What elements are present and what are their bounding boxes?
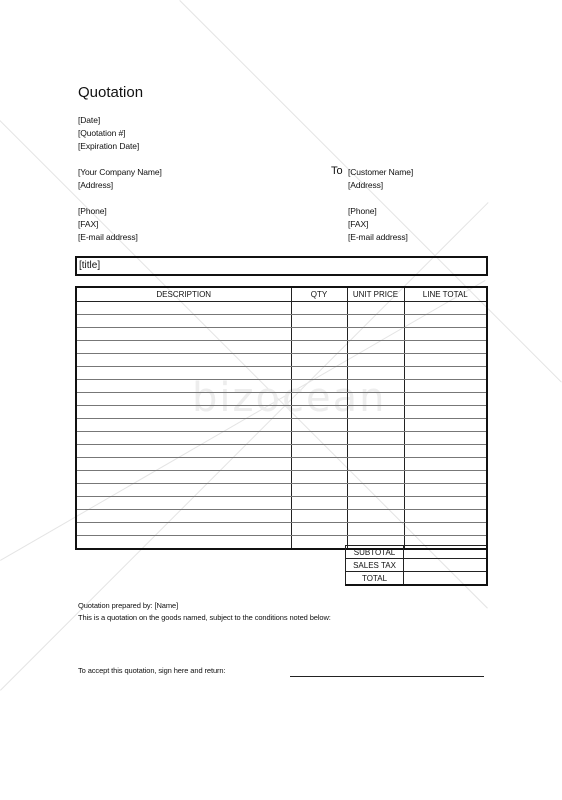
totals-table bbox=[345, 545, 486, 586]
unit-price-cell[interactable] bbox=[347, 458, 404, 471]
qty-cell[interactable] bbox=[291, 432, 347, 445]
customer-block bbox=[348, 166, 413, 244]
table-row bbox=[76, 445, 487, 458]
table-header-row bbox=[76, 287, 487, 302]
description-cell[interactable] bbox=[76, 354, 291, 367]
line-total-cell[interactable] bbox=[404, 523, 487, 536]
qty-cell[interactable] bbox=[291, 471, 347, 484]
description-cell[interactable] bbox=[76, 497, 291, 510]
company-name-field[interactable]: [Your Company Name] bbox=[78, 167, 162, 177]
unit-price-cell[interactable] bbox=[347, 367, 404, 380]
unit-price-cell[interactable] bbox=[347, 315, 404, 328]
line-total-cell[interactable] bbox=[404, 380, 487, 393]
qty-cell[interactable] bbox=[291, 354, 347, 367]
description-cell[interactable] bbox=[76, 432, 291, 445]
table-row bbox=[76, 406, 487, 419]
table-row bbox=[76, 393, 487, 406]
table-row bbox=[76, 354, 487, 367]
description-cell[interactable] bbox=[76, 380, 291, 393]
signature-line[interactable] bbox=[290, 676, 484, 677]
line-items-table bbox=[75, 286, 486, 550]
sender-block bbox=[78, 166, 162, 244]
sales-tax-label: SALES TAX bbox=[346, 559, 404, 572]
line-total-cell[interactable] bbox=[404, 354, 487, 367]
sales-tax-row bbox=[346, 559, 487, 572]
qty-cell[interactable] bbox=[291, 380, 347, 393]
description-cell[interactable] bbox=[76, 536, 291, 550]
description-cell[interactable] bbox=[76, 471, 291, 484]
table-row bbox=[76, 341, 487, 354]
column-header-line-total: LINE TOTAL bbox=[404, 287, 487, 302]
table-row bbox=[76, 367, 487, 380]
qty-cell[interactable] bbox=[291, 367, 347, 380]
total-label: TOTAL bbox=[346, 572, 404, 586]
line-total-cell[interactable] bbox=[404, 484, 487, 497]
line-total-cell[interactable] bbox=[404, 341, 487, 354]
sales-tax-value-cell[interactable] bbox=[404, 559, 487, 572]
qty-cell[interactable] bbox=[291, 419, 347, 432]
table-row bbox=[76, 328, 487, 341]
column-header-unit-price: UNIT PRICE bbox=[347, 287, 404, 302]
qty-cell[interactable] bbox=[291, 484, 347, 497]
table-row bbox=[76, 510, 487, 523]
company-address-field[interactable]: [Address] bbox=[78, 180, 114, 190]
line-total-cell[interactable] bbox=[404, 419, 487, 432]
description-cell[interactable] bbox=[76, 302, 291, 315]
quotation-number-field[interactable]: [Quotation #] bbox=[78, 128, 126, 138]
unit-price-cell[interactable] bbox=[347, 432, 404, 445]
unit-price-cell[interactable] bbox=[347, 380, 404, 393]
column-header-qty: QTY bbox=[291, 287, 347, 302]
subtotal-value-cell[interactable] bbox=[404, 546, 487, 559]
to-label: To bbox=[331, 165, 343, 177]
description-cell[interactable] bbox=[76, 393, 291, 406]
company-email-field[interactable]: [E-mail address] bbox=[78, 232, 138, 242]
total-row bbox=[346, 572, 487, 586]
customer-name-field[interactable]: [Customer Name] bbox=[348, 167, 414, 177]
unit-price-cell[interactable] bbox=[347, 510, 404, 523]
table-row bbox=[76, 380, 487, 393]
line-total-cell[interactable] bbox=[404, 328, 487, 341]
accept-instruction: To accept this quotation, sign here and return: bbox=[78, 666, 226, 675]
unit-price-cell[interactable] bbox=[347, 406, 404, 419]
table-row bbox=[76, 484, 487, 497]
company-fax-field[interactable]: [FAX] bbox=[78, 219, 99, 229]
table-row bbox=[76, 419, 487, 432]
description-cell[interactable] bbox=[76, 523, 291, 536]
qty-cell[interactable] bbox=[291, 497, 347, 510]
subtotal-label: SUBTOTAL bbox=[346, 546, 404, 559]
qty-cell[interactable] bbox=[291, 510, 347, 523]
title-field[interactable]: [title] bbox=[75, 256, 488, 276]
line-total-cell[interactable] bbox=[404, 497, 487, 510]
qty-cell[interactable] bbox=[291, 302, 347, 315]
description-cell[interactable] bbox=[76, 367, 291, 380]
description-cell[interactable] bbox=[76, 406, 291, 419]
line-total-cell[interactable] bbox=[404, 367, 487, 380]
prepared-by-text: Quotation prepared by: [Name] bbox=[78, 601, 179, 610]
line-total-cell[interactable] bbox=[404, 432, 487, 445]
unit-price-cell[interactable] bbox=[347, 328, 404, 341]
line-total-cell[interactable] bbox=[404, 510, 487, 523]
unit-price-cell[interactable] bbox=[347, 484, 404, 497]
header-meta bbox=[78, 114, 139, 153]
description-cell[interactable] bbox=[76, 445, 291, 458]
qty-cell[interactable] bbox=[291, 445, 347, 458]
unit-price-cell[interactable] bbox=[347, 419, 404, 432]
line-total-cell[interactable] bbox=[404, 302, 487, 315]
table-row bbox=[76, 302, 487, 315]
qty-cell[interactable] bbox=[291, 406, 347, 419]
customer-address-field[interactable]: [Address] bbox=[348, 180, 384, 190]
column-header-description: DESCRIPTION bbox=[76, 287, 291, 302]
table-row bbox=[76, 497, 487, 510]
unit-price-cell[interactable] bbox=[347, 302, 404, 315]
description-cell[interactable] bbox=[76, 458, 291, 471]
line-total-cell[interactable] bbox=[404, 445, 487, 458]
line-total-cell[interactable] bbox=[404, 471, 487, 484]
customer-fax-field[interactable]: [FAX] bbox=[348, 219, 369, 229]
line-total-cell[interactable] bbox=[404, 315, 487, 328]
line-total-cell[interactable] bbox=[404, 406, 487, 419]
footer-notes bbox=[78, 600, 331, 624]
unit-price-cell[interactable] bbox=[347, 445, 404, 458]
description-cell[interactable] bbox=[76, 328, 291, 341]
table-row bbox=[76, 523, 487, 536]
line-total-cell[interactable] bbox=[404, 393, 487, 406]
qty-cell[interactable] bbox=[291, 536, 347, 550]
table-row bbox=[76, 471, 487, 484]
date-field[interactable]: [Date] bbox=[78, 115, 101, 125]
expiration-date-field[interactable]: [Expiration Date] bbox=[78, 141, 140, 151]
table-row bbox=[76, 432, 487, 445]
description-cell[interactable] bbox=[76, 315, 291, 328]
qty-cell[interactable] bbox=[291, 458, 347, 471]
description-cell[interactable] bbox=[76, 341, 291, 354]
document-title: Quotation bbox=[78, 84, 144, 101]
description-cell[interactable] bbox=[76, 419, 291, 432]
qty-cell[interactable] bbox=[291, 315, 347, 328]
watermark-logo: bizocean bbox=[192, 375, 387, 421]
conditions-note: This is a quotation on the goods named, subject to the conditions noted below: bbox=[78, 613, 331, 622]
qty-cell[interactable] bbox=[291, 341, 347, 354]
total-value-cell[interactable] bbox=[404, 572, 487, 586]
description-cell[interactable] bbox=[76, 484, 291, 497]
line-total-cell[interactable] bbox=[404, 458, 487, 471]
customer-phone-field[interactable]: [Phone] bbox=[348, 206, 377, 216]
customer-email-field[interactable]: [E-mail address] bbox=[348, 232, 408, 242]
subtotal-row bbox=[346, 546, 487, 559]
qty-cell[interactable] bbox=[291, 393, 347, 406]
unit-price-cell[interactable] bbox=[347, 471, 404, 484]
qty-cell[interactable] bbox=[291, 328, 347, 341]
unit-price-cell[interactable] bbox=[347, 341, 404, 354]
company-phone-field[interactable]: [Phone] bbox=[78, 206, 107, 216]
unit-price-cell[interactable] bbox=[347, 497, 404, 510]
unit-price-cell[interactable] bbox=[347, 393, 404, 406]
qty-cell[interactable] bbox=[291, 523, 347, 536]
table-row bbox=[76, 458, 487, 471]
unit-price-cell[interactable] bbox=[347, 523, 404, 536]
unit-price-cell[interactable] bbox=[347, 354, 404, 367]
description-cell[interactable] bbox=[76, 510, 291, 523]
table-row bbox=[76, 315, 487, 328]
